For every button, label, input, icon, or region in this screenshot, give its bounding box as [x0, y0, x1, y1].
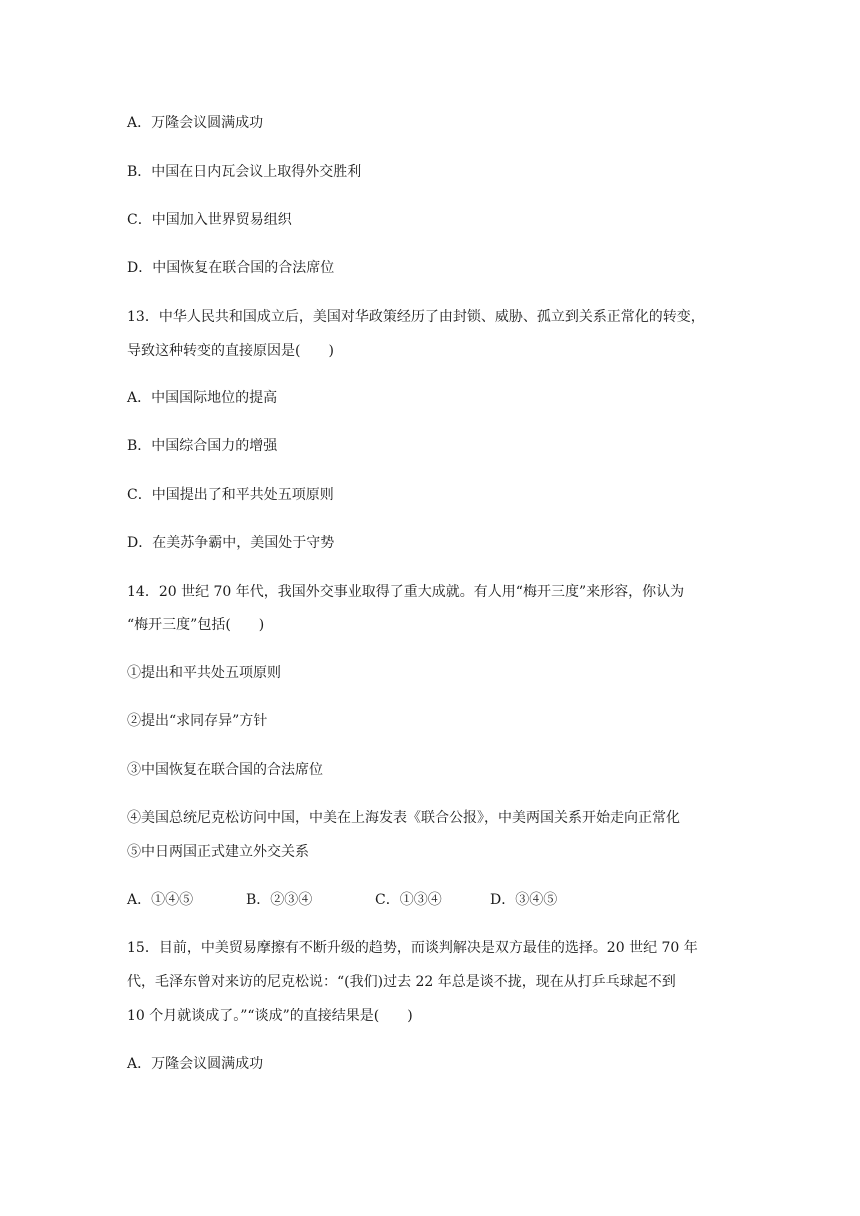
q15-stem-line1: 15．目前，中美贸易摩擦有不断升级的趋势，而谈判解决是双方最佳的选择。20 世纪 70 年 — [127, 940, 698, 956]
q14-item-4: ④美国总统尼克松访问中国，中美在上海发表《联合公报》，中美两国关系开始走向正常化 — [127, 810, 680, 826]
q14-item-5: ⑤中日两国正式建立外交关系 — [127, 844, 309, 860]
q13-stem-line1: 13．中华人民共和国成立后，美国对华政策经历了由封锁、威胁、孤立到关系正常化的转变， — [127, 309, 705, 325]
q14-stem-line2: “梅开三度”包括( ) — [127, 617, 265, 633]
q14-option-d: D．③④⑤ — [490, 892, 558, 908]
q14-option-a: A．①④⑤ — [127, 892, 194, 908]
q13-option-d: D．在美苏争霸中，美国处于守势 — [127, 535, 335, 551]
q12-option-c: C．中国加入世界贸易组织 — [127, 212, 292, 228]
q14-item-1: ①提出和平共处五项原则 — [127, 665, 281, 681]
q12-option-b: B．中国在日内瓦会议上取得外交胜利 — [127, 164, 362, 180]
q14-option-b: B．②③④ — [246, 892, 313, 908]
q13-stem-line2: 导致这种转变的直接原因是( ) — [127, 343, 334, 359]
q15-option-a: A．万隆会议圆满成功 — [127, 1056, 264, 1072]
q15-stem-line2: 代，毛泽东曾对来访的尼克松说：“(我们)过去 22 年总是谈不拢，现在从打乒乓球起不到 — [127, 974, 676, 990]
q13-option-b: B．中国综合国力的增强 — [127, 438, 278, 454]
q13-option-c: C．中国提出了和平共处五项原则 — [127, 487, 334, 503]
q12-option-d: D．中国恢复在联合国的合法席位 — [127, 260, 335, 276]
q15-stem-line3: 10 个月就谈成了。”“谈成”的直接结果是( ) — [127, 1008, 413, 1024]
q12-option-a: A．万隆会议圆满成功 — [127, 115, 264, 131]
q14-option-c: C．①③④ — [375, 892, 442, 908]
q13-option-a: A．中国国际地位的提高 — [127, 390, 278, 406]
q14-item-3: ③中国恢复在联合国的合法席位 — [127, 762, 323, 778]
q14-item-2: ②提出“求同存异”方针 — [127, 713, 268, 729]
q14-stem-line1: 14．20 世纪 70 年代，我国外交事业取得了重大成就。有人用“梅开三度”来形容，你认为 — [127, 584, 685, 600]
